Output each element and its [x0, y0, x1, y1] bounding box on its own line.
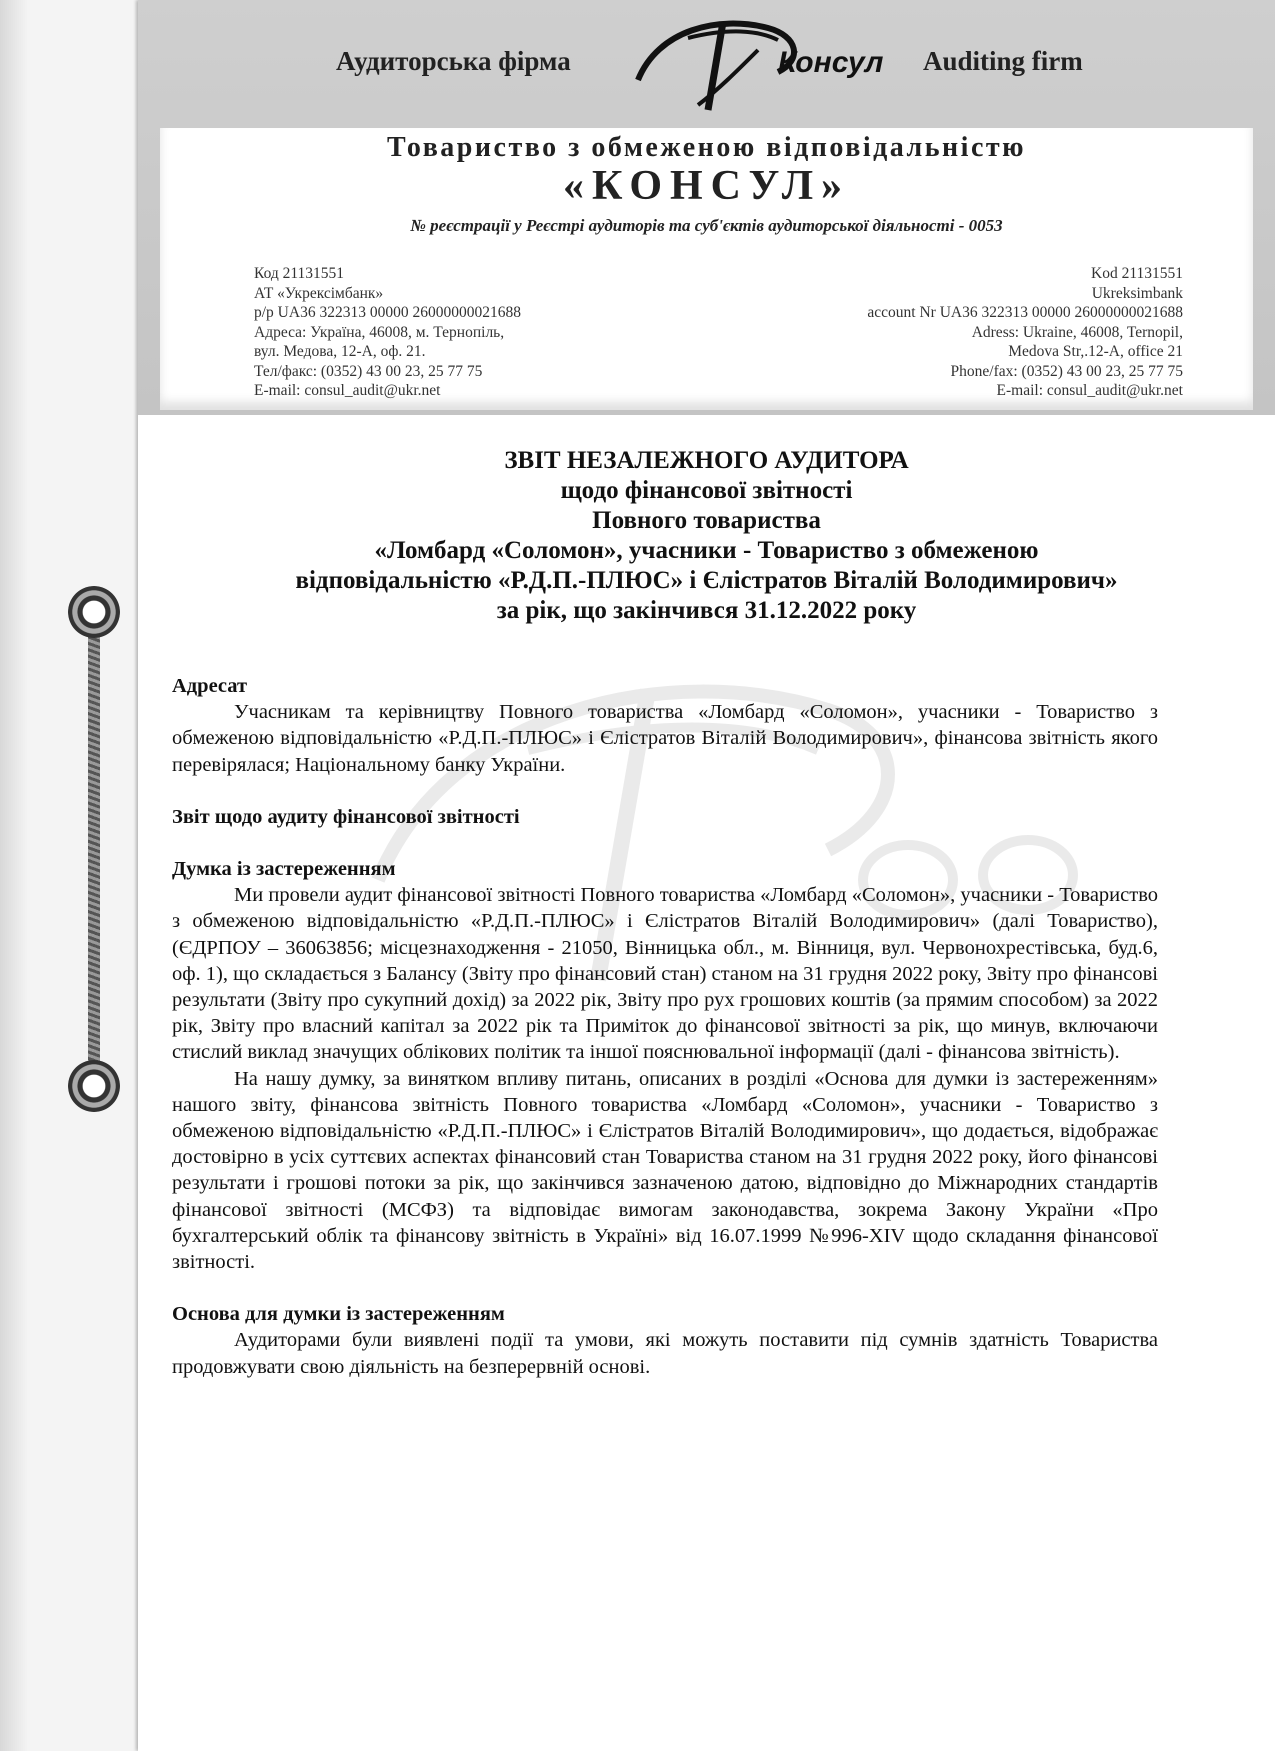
binding-ring-top [68, 586, 120, 638]
basis-paragraph: Аудиторами були виявлені події та умови, які можуть поставити під сумнів здатність Товариства продовжувати свою діяльність на безперервній основі. [172, 1329, 1158, 1378]
contact-line: Kod 21131551 [1091, 265, 1183, 282]
opinion-paragraph: На нашу думку, за винятком впливу питань, описаних в розділі «Основа для думки із застереженням» нашого звіту, фінансова звітність Повного товариства «Ломбард «Соломон», учасники - Товариство з обмеженою відповідальністю «Р.Д.П.-ПЛЮС» і Єлістратов Віталій Володимирович», що додається, відображає достовірно в усіх суттєвих аспектах фінансовий стан Товариства станом на 31 грудня 2022 року, його фінансові результати і грошові потоки за рік, що закінчився зазначеною датою, відповідно до Міжнародних стандартів фінансової звітності (МСФЗ) та відповідає вимогам законодавства, зокрема Закону України «Про бухгалтерський облік та фінансову звітність в Україні» від 16.07.1999 №996-XIV щодо складання фінансової звітності. [172, 1067, 1158, 1274]
logo-text: Консул [778, 46, 884, 79]
company-name: «КОНСУЛ» [562, 163, 851, 209]
title-line: за рік, що закінчився 31.12.2022 року [496, 597, 917, 624]
firm-label-en: Auditing firm [923, 46, 1083, 76]
binding-shadow [0, 0, 28, 1751]
title-line: Повного товариства [592, 507, 821, 534]
contact-line: account Nr UA36 322313 00000 26000000021688 [867, 304, 1183, 321]
contact-line: Код 21131551 [254, 265, 345, 282]
binding-cord [88, 614, 100, 1079]
contact-line: Тел/факс: (0352) 43 00 23, 25 77 75 [254, 362, 483, 380]
basis-heading: Основа для думки із застереженням [172, 1303, 505, 1326]
contact-line: Адреса: Україна, 46008, м. Тернопіль, [254, 323, 505, 341]
contact-line: Ukreksimbank [1091, 284, 1183, 302]
title-line: «Ломбард «Соломон», учасники - Товариство з обмеженою [374, 537, 1039, 564]
addressee-text: Учасникам та керівництву Повного товариства «Ломбард «Соломон», учасники - Товариство з обмеженою відповідальністю «Р.Д.П.-ПЛЮС» і Єлістратов Віталій Володимирович», фінансова звітність якого перевірялася; Національному банку України. [172, 701, 1158, 776]
firm-label-ua: Аудиторська фірма [336, 46, 571, 76]
company-type: Товариство з обмеженою відповідальністю [386, 132, 1027, 163]
contact-line: вул. Медова, 12-А, оф. 21. [254, 343, 426, 360]
letterhead-band [138, 0, 1275, 415]
document-page [138, 0, 1275, 1751]
contact-line: АТ «Укрексімбанк» [254, 284, 384, 302]
opinion-paragraph: Ми провели аудит фінансової звітності Повного товариства «Ломбард «Соломон», учасники - Товариство з обмеженою відповідальністю «Р.Д.П.-ПЛЮС» і Єлістратов Віталій Володимирович» (далі Товариство), (ЄДРПОУ – 36063856; місцезнаходження - 21050, Вінницька обл., м. Вінниця, вул. Червонохрестівська, буд.6, оф. 1), що складається з Балансу (Звіту про фінансовий стан) станом на 31 грудня 2022 року, Звіту про фінансові результати (Звіту про сукупний дохід) за 2022 рік, Звіту про рух грошових коштів (за прямим способом) за 2022 рік, Звіту про власний капітал за 2022 рік та Приміток до фінансової звітності за рік, що минув, включаючи стислий виклад значущих облікових політик та іншої пояснювальної інформації (далі - фінансова звітність). [172, 884, 1158, 1064]
contact-email: E-mail: consul_audit@ukr.net [254, 382, 441, 399]
contacts-ua [254, 264, 521, 401]
contacts-en [867, 264, 1183, 401]
report-title [138, 446, 1275, 626]
contact-line: Phone/fax: (0352) 43 00 23, 25 77 75 [950, 362, 1183, 380]
addressee-heading: Адресат [172, 675, 248, 697]
contact-line: р/р UA36 322313 00000 26000000021688 [254, 304, 521, 321]
report-section-heading: Звіт щодо аудиту фінансової звітності [172, 805, 520, 828]
title-line: відповідальністю «Р.Д.П.-ПЛЮС» і Єлістратов Віталій Володимирович» [295, 567, 1118, 594]
opinion-heading: Думка із застереженням [172, 858, 396, 881]
report-body [172, 673, 1158, 1380]
contact-line: Medova Str,.12-A, office 21 [1008, 343, 1183, 360]
title-line: щодо фінансової звітності [560, 477, 853, 504]
registry-number: № реєстрації у Реєстрі аудиторів та суб'єктів аудиторської діяльності - 0053 [410, 216, 1003, 235]
binding-ring-bottom [68, 1060, 120, 1112]
contact-line: Adress: Ukraine, 46008, Ternopil, [971, 323, 1183, 341]
contact-email: E-mail: consul_audit@ukr.net [996, 382, 1183, 399]
title-line: ЗВІТ НЕЗАЛЕЖНОГО АУДИТОРА [504, 447, 909, 474]
consul-logo [628, 10, 908, 115]
